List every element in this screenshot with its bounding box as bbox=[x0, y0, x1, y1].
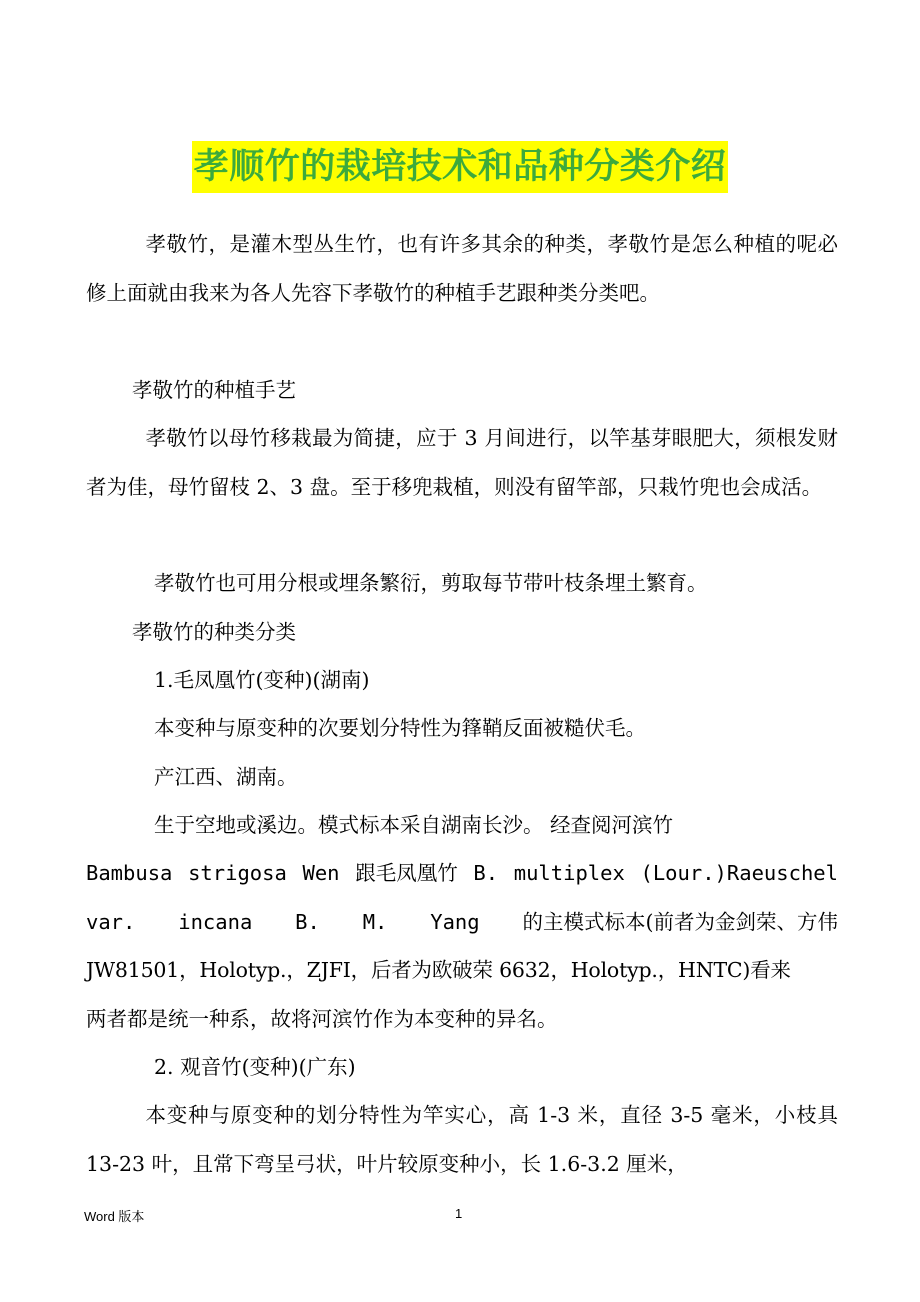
latin-word: incana bbox=[178, 910, 253, 934]
latin-word: M. bbox=[362, 910, 388, 934]
latin-word: var. bbox=[86, 910, 136, 934]
latin-word: Wen bbox=[302, 861, 340, 885]
intro-paragraph: 孝敬竹，是灌木型丛生竹，也有许多其余的种类，孝敬竹是怎么种植的呢必修上面就由我来为各人先容下孝敬竹的种植手艺跟种类分类吧。 bbox=[86, 232, 838, 305]
latin-word: B. bbox=[295, 910, 320, 934]
chinese-phrase: 的主模式标本(前者为金剑荣、方伟 bbox=[522, 910, 838, 934]
latin-word: (Lour.)Raeuschel bbox=[640, 861, 838, 885]
chinese-phrase: 跟毛凤凰竹 bbox=[355, 861, 458, 885]
latin-word: B. bbox=[473, 861, 499, 885]
planting-paragraph-1: 孝敬竹以母竹移栽最为简捷，应于 3 月间进行，以竿基芽眼肥大，须根发财者为佳，母竹留枝 2、3 盘。至于移兜栽植，则没有留竿部，只栽竹兜也会成活。 bbox=[86, 426, 838, 499]
item-1-paragraph-1: 本变种与原变种的次要划分特性为箨鞘反面被糙伏毛。 bbox=[154, 716, 646, 740]
item-1-paragraph-2: 产江西、湖南。 bbox=[154, 765, 298, 789]
footer-label: Word 版本 bbox=[84, 1209, 145, 1224]
latin-word: Bambusa bbox=[86, 861, 173, 885]
title-container bbox=[0, 141, 920, 193]
document-title: 孝顺竹的栽培技术和品种分类介绍 bbox=[192, 141, 729, 193]
item-1-paragraph-3-line-3 bbox=[86, 898, 838, 947]
planting-paragraph-2: 孝敬竹也可用分根或埋条繁衍，剪取每节带叶枝条埋土繁育。 bbox=[154, 571, 708, 595]
latin-word: Yang bbox=[430, 910, 480, 934]
item-1-paragraph-3-line-2 bbox=[86, 849, 838, 898]
item-2-paragraph-1: 本变种与原变种的划分特性为竿实心，高 1-3 米，直径 3-5 毫米，小枝具 13-23 叶，且常下弯呈弓状，叶片较原变种小，长 1.6-3.2 厘米， bbox=[86, 1103, 838, 1176]
latin-word: multiplex bbox=[513, 861, 625, 885]
section-heading-planting: 孝敬竹的种植手艺 bbox=[132, 378, 296, 402]
item-1-paragraph-3-line-5: 两者都是统一种系，故将河滨竹作为本变种的异名。 bbox=[86, 1007, 558, 1031]
latin-word: strigosa bbox=[188, 861, 287, 885]
page-number: 1 bbox=[455, 1206, 463, 1221]
item-2-heading: 2. 观音竹(变种)(广东) bbox=[154, 1055, 356, 1079]
item-1-heading: 1.毛凤凰竹(变种)(湖南) bbox=[154, 668, 370, 692]
item-1-paragraph-3-line-4: JW81501，Holotyp.，ZJFI，后者为欧破荣 6632，Holotyp.，HNTC)看来 bbox=[86, 958, 791, 982]
item-1-paragraph-3-line-1: 生于空地或溪边。模式标本采自湖南长沙。 经查阅河滨竹 bbox=[154, 813, 674, 837]
section-heading-classification: 孝敬竹的种类分类 bbox=[132, 620, 296, 644]
